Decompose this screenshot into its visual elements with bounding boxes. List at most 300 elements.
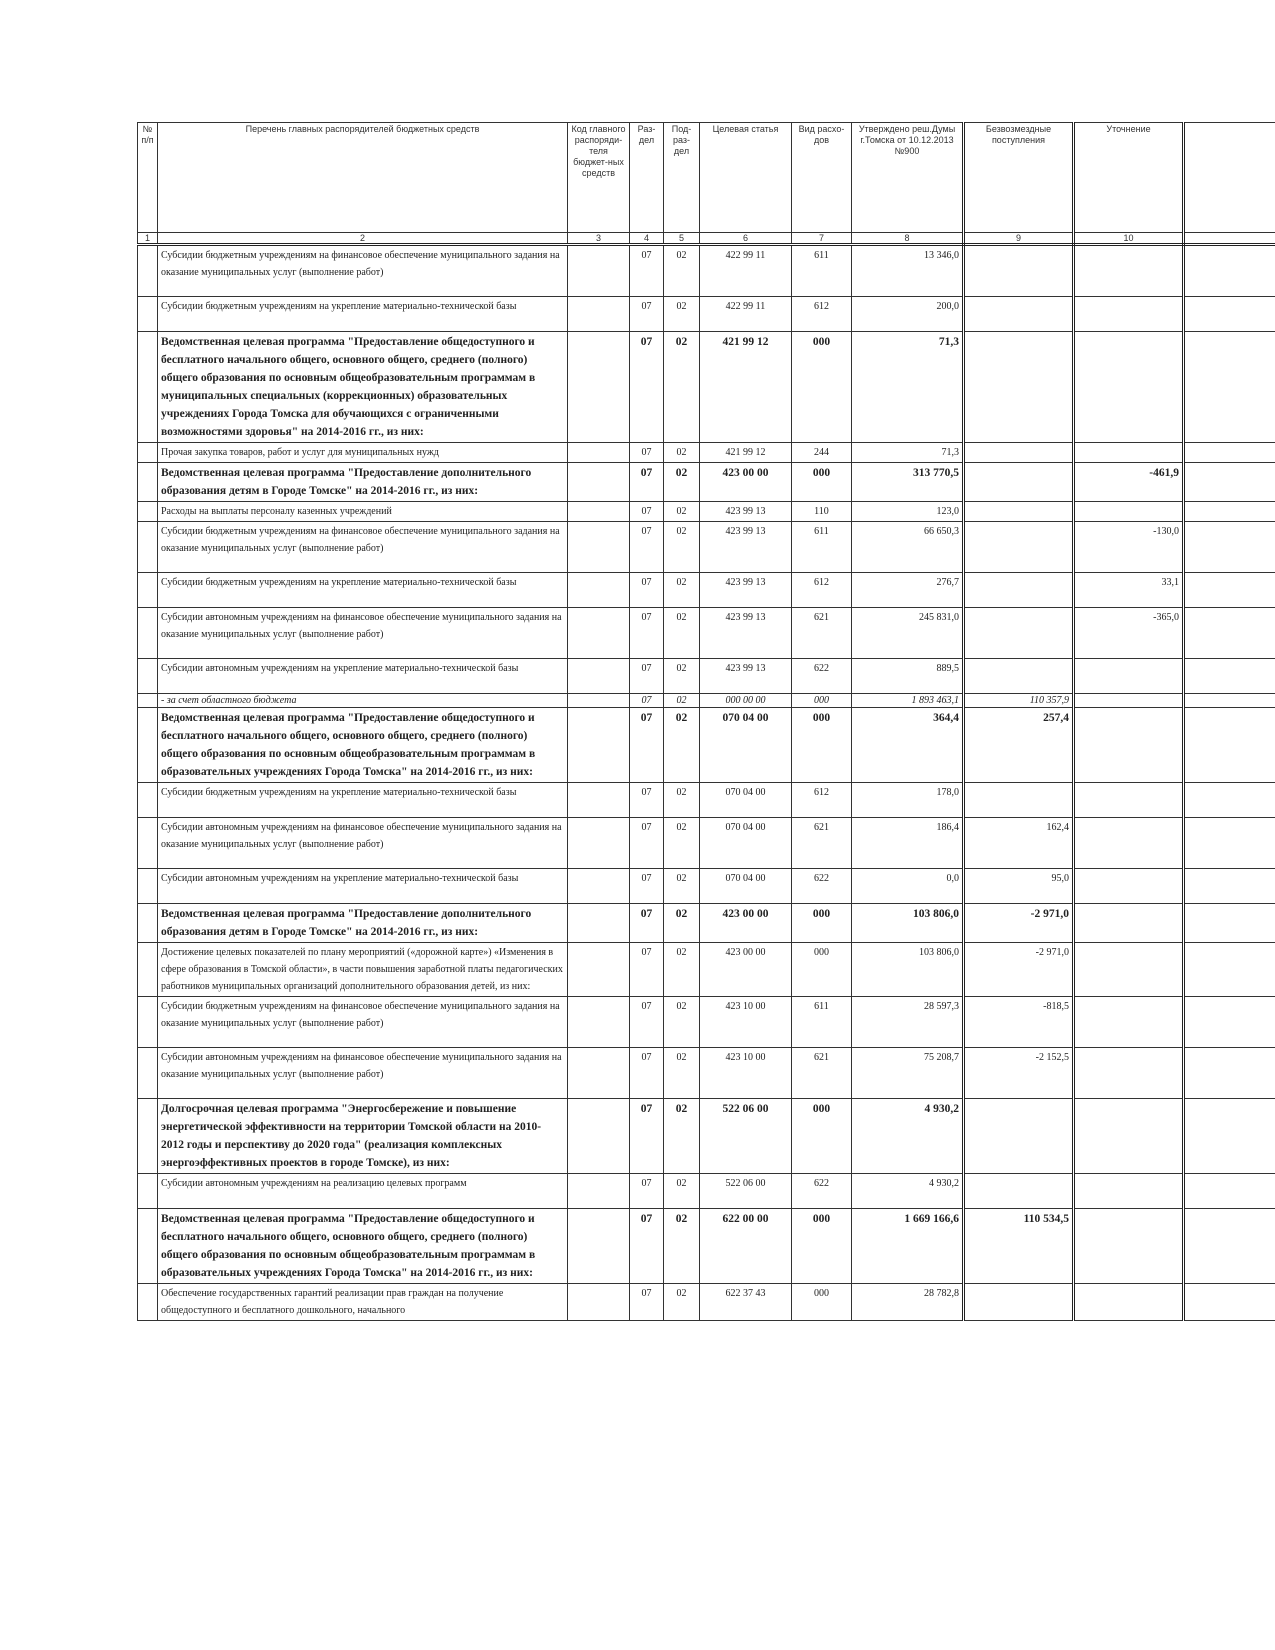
row-approved-cell: 103 806,0: [852, 943, 964, 997]
row-section-cell: 07: [630, 1174, 664, 1209]
row-number-cell: [138, 997, 158, 1048]
row-overflow-cell: [1184, 1209, 1275, 1284]
table-row: [138, 463, 1275, 502]
row-approved-cell: 0,0: [852, 869, 964, 904]
row-approved-cell: 123,0: [852, 502, 964, 522]
row-number-cell: [138, 245, 158, 297]
row-overflow-cell: [1184, 1174, 1275, 1209]
header-distributor-code: Код главного распоряди-теля бюджет-ных средств: [568, 123, 630, 233]
column-number: 2: [158, 233, 568, 245]
row-subsection-cell: 02: [664, 573, 700, 608]
row-expense-type-cell: 000: [792, 708, 852, 783]
table-row: [138, 904, 1275, 943]
row-code-cell: [568, 245, 630, 297]
table-row: [138, 1284, 1275, 1321]
row-overflow-cell: [1184, 502, 1275, 522]
table-row: [138, 573, 1275, 608]
row-subsection-cell: 02: [664, 332, 700, 443]
row-approved-cell: 889,5: [852, 659, 964, 694]
row-number-cell: [138, 502, 158, 522]
row-section-cell: 07: [630, 608, 664, 659]
row-change-cell: [1074, 904, 1184, 943]
row-approved-cell: 4 930,2: [852, 1099, 964, 1174]
row-section-cell: 07: [630, 997, 664, 1048]
row-subsection-cell: 02: [664, 997, 700, 1048]
row-grants-cell: -2 971,0: [964, 943, 1074, 997]
row-approved-cell: 28 782,8: [852, 1284, 964, 1321]
row-subsection-cell: 02: [664, 1099, 700, 1174]
header-overflow: [1184, 123, 1275, 233]
row-subsection-cell: 02: [664, 502, 700, 522]
row-subsection-cell: 02: [664, 708, 700, 783]
row-overflow-cell: [1184, 997, 1275, 1048]
row-article-cell: 421 99 12: [700, 443, 792, 463]
row-overflow-cell: [1184, 1048, 1275, 1099]
row-code-cell: [568, 297, 630, 332]
row-section-cell: 07: [630, 522, 664, 573]
row-expense-type-cell: 611: [792, 245, 852, 297]
column-number: 6: [700, 233, 792, 245]
header-subsection: Под-раз-дел: [664, 123, 700, 233]
row-overflow-cell: [1184, 1099, 1275, 1174]
table-row: [138, 943, 1275, 997]
row-approved-cell: 1 669 166,6: [852, 1209, 964, 1284]
row-number-cell: [138, 1099, 158, 1174]
row-overflow-cell: [1184, 522, 1275, 573]
row-name-cell: Субсидии автономным учреждениям на финансовое обеспечение муниципального задания на оказание муниципальных услуг (выполнение работ): [158, 1048, 568, 1099]
row-grants-cell: 162,4: [964, 818, 1074, 869]
row-approved-cell: 313 770,5: [852, 463, 964, 502]
row-number-cell: [138, 297, 158, 332]
row-overflow-cell: [1184, 463, 1275, 502]
row-expense-type-cell: 612: [792, 573, 852, 608]
row-subsection-cell: 02: [664, 1174, 700, 1209]
row-overflow-cell: [1184, 245, 1275, 297]
header-target-article: Целевая статья: [700, 123, 792, 233]
row-subsection-cell: 02: [664, 1048, 700, 1099]
header-number: № п/п: [138, 123, 158, 233]
row-overflow-cell: [1184, 708, 1275, 783]
row-overflow-cell: [1184, 694, 1275, 708]
column-number: 8: [852, 233, 964, 245]
row-name-cell: Субсидии бюджетным учреждениям на укрепление материально-технической базы: [158, 573, 568, 608]
table-row: [138, 297, 1275, 332]
row-expense-type-cell: 611: [792, 997, 852, 1048]
row-overflow-cell: [1184, 783, 1275, 818]
row-subsection-cell: 02: [664, 869, 700, 904]
row-expense-type-cell: 000: [792, 463, 852, 502]
row-name-cell: Ведомственная целевая программа "Предоставление общедоступного и бесплатного начального общего, основного общего, среднего (полного) общего образования по основным общеобразовательным программам в муниципальных специальных (коррекционных) образовательных учреждениях Города Томска для обучающихся с ограниченными возможностями здоровья" на 2014-2016 гг., из них:: [158, 332, 568, 443]
row-overflow-cell: [1184, 818, 1275, 869]
row-subsection-cell: 02: [664, 904, 700, 943]
row-number-cell: [138, 463, 158, 502]
row-approved-cell: 75 208,7: [852, 1048, 964, 1099]
table-row: [138, 1099, 1275, 1174]
row-code-cell: [568, 997, 630, 1048]
row-number-cell: [138, 332, 158, 443]
row-change-cell: [1074, 694, 1184, 708]
row-number-cell: [138, 869, 158, 904]
row-article-cell: 070 04 00: [700, 818, 792, 869]
row-article-cell: 423 99 13: [700, 522, 792, 573]
row-subsection-cell: 02: [664, 1209, 700, 1284]
row-article-cell: 522 06 00: [700, 1099, 792, 1174]
row-code-cell: [568, 1284, 630, 1321]
row-article-cell: 622 00 00: [700, 1209, 792, 1284]
row-article-cell: 423 00 00: [700, 904, 792, 943]
row-number-cell: [138, 1174, 158, 1209]
row-change-cell: [1074, 659, 1184, 694]
row-code-cell: [568, 869, 630, 904]
row-name-cell: Субсидии автономным учреждениям на реализацию целевых программ: [158, 1174, 568, 1209]
table-header: [138, 123, 1275, 245]
row-overflow-cell: [1184, 573, 1275, 608]
row-expense-type-cell: 612: [792, 297, 852, 332]
row-section-cell: 07: [630, 573, 664, 608]
header-expense-type: Вид расхо-дов: [792, 123, 852, 233]
row-subsection-cell: 02: [664, 783, 700, 818]
row-subsection-cell: 02: [664, 463, 700, 502]
row-section-cell: 07: [630, 694, 664, 708]
row-code-cell: [568, 608, 630, 659]
row-expense-type-cell: 000: [792, 1209, 852, 1284]
row-change-cell: [1074, 1048, 1184, 1099]
row-code-cell: [568, 573, 630, 608]
row-article-cell: 070 04 00: [700, 869, 792, 904]
row-expense-type-cell: 622: [792, 659, 852, 694]
column-number: 4: [630, 233, 664, 245]
row-code-cell: [568, 1209, 630, 1284]
row-change-cell: -461,9: [1074, 463, 1184, 502]
table-row: [138, 694, 1275, 708]
row-name-cell: Субсидии автономным учреждениям на финансовое обеспечение муниципального задания на оказание муниципальных услуг (выполнение работ): [158, 818, 568, 869]
table-row: [138, 1209, 1275, 1284]
row-approved-cell: 13 346,0: [852, 245, 964, 297]
row-change-cell: [1074, 502, 1184, 522]
row-expense-type-cell: 622: [792, 869, 852, 904]
row-article-cell: 622 37 43: [700, 1284, 792, 1321]
row-name-cell: Субсидии бюджетным учреждениям на финансовое обеспечение муниципального задания на оказание муниципальных услуг (выполнение работ): [158, 245, 568, 297]
header-distributors: Перечень главных распорядителей бюджетных средств: [158, 123, 568, 233]
row-code-cell: [568, 904, 630, 943]
row-change-cell: [1074, 1209, 1184, 1284]
row-article-cell: 423 00 00: [700, 463, 792, 502]
row-grants-cell: [964, 245, 1074, 297]
row-name-cell: Субсидии автономным учреждениям на укрепление материально-технической базы: [158, 659, 568, 694]
table-row: [138, 522, 1275, 573]
row-article-cell: 423 00 00: [700, 943, 792, 997]
row-grants-cell: 110 357,9: [964, 694, 1074, 708]
column-number: 3: [568, 233, 630, 245]
row-name-cell: Долгосрочная целевая программа "Энергосбережение и повышение энергетической эффективности на территории Томской области на 2010-2012 годы и перспективу до 2020 года" (реализация комплексных энергоэффективных проектов в городе Томске), из них:: [158, 1099, 568, 1174]
row-name-cell: Прочая закупка товаров, работ и услуг для муниципальных нужд: [158, 443, 568, 463]
row-grants-cell: [964, 608, 1074, 659]
header-approved: Утверждено реш.Думы г.Томска от 10.12.2013 №900: [852, 123, 964, 233]
row-grants-cell: [964, 783, 1074, 818]
row-subsection-cell: 02: [664, 1284, 700, 1321]
row-grants-cell: [964, 573, 1074, 608]
table-row: [138, 1048, 1275, 1099]
row-grants-cell: [964, 1174, 1074, 1209]
row-number-cell: [138, 943, 158, 997]
row-number-cell: [138, 1048, 158, 1099]
row-overflow-cell: [1184, 608, 1275, 659]
table-row: [138, 818, 1275, 869]
row-section-cell: 07: [630, 659, 664, 694]
row-section-cell: 07: [630, 245, 664, 297]
column-number: [1184, 233, 1275, 245]
row-code-cell: [568, 783, 630, 818]
row-number-cell: [138, 608, 158, 659]
row-code-cell: [568, 1174, 630, 1209]
row-grants-cell: 95,0: [964, 869, 1074, 904]
row-expense-type-cell: 000: [792, 694, 852, 708]
row-approved-cell: 1 893 463,1: [852, 694, 964, 708]
row-section-cell: 07: [630, 1048, 664, 1099]
table-row: [138, 783, 1275, 818]
row-approved-cell: 200,0: [852, 297, 964, 332]
row-code-cell: [568, 943, 630, 997]
row-section-cell: 07: [630, 502, 664, 522]
row-article-cell: 423 10 00: [700, 1048, 792, 1099]
row-change-cell: [1074, 869, 1184, 904]
column-number: 1: [138, 233, 158, 245]
row-number-cell: [138, 818, 158, 869]
row-number-cell: [138, 1284, 158, 1321]
row-name-cell: Субсидии автономным учреждениям на финансовое обеспечение муниципального задания на оказание муниципальных услуг (выполнение работ): [158, 608, 568, 659]
row-change-cell: -130,0: [1074, 522, 1184, 573]
row-code-cell: [568, 443, 630, 463]
row-overflow-cell: [1184, 904, 1275, 943]
row-number-cell: [138, 659, 158, 694]
row-subsection-cell: 02: [664, 297, 700, 332]
row-change-cell: [1074, 1099, 1184, 1174]
row-subsection-cell: 02: [664, 608, 700, 659]
row-code-cell: [568, 694, 630, 708]
row-article-cell: 423 99 13: [700, 502, 792, 522]
row-number-cell: [138, 694, 158, 708]
row-approved-cell: 178,0: [852, 783, 964, 818]
row-change-cell: [1074, 708, 1184, 783]
row-grants-cell: [964, 443, 1074, 463]
row-number-cell: [138, 904, 158, 943]
row-grants-cell: [964, 332, 1074, 443]
row-approved-cell: 276,7: [852, 573, 964, 608]
row-name-cell: Ведомственная целевая программа "Предоставление дополнительного образования детям в Городе Томске" на 2014-2016 гг., из них:: [158, 904, 568, 943]
row-grants-cell: -2 152,5: [964, 1048, 1074, 1099]
row-article-cell: 422 99 11: [700, 297, 792, 332]
row-expense-type-cell: 621: [792, 1048, 852, 1099]
row-overflow-cell: [1184, 943, 1275, 997]
row-number-cell: [138, 1209, 158, 1284]
row-number-cell: [138, 783, 158, 818]
row-expense-type-cell: 244: [792, 443, 852, 463]
table-row: [138, 502, 1275, 522]
row-change-cell: [1074, 783, 1184, 818]
row-expense-type-cell: 000: [792, 332, 852, 443]
row-approved-cell: 103 806,0: [852, 904, 964, 943]
row-article-cell: 423 10 00: [700, 997, 792, 1048]
row-section-cell: 07: [630, 1099, 664, 1174]
row-code-cell: [568, 502, 630, 522]
row-number-cell: [138, 708, 158, 783]
row-overflow-cell: [1184, 443, 1275, 463]
row-name-cell: - за счет областного бюджета: [158, 694, 568, 708]
row-grants-cell: -2 971,0: [964, 904, 1074, 943]
row-change-cell: -365,0: [1074, 608, 1184, 659]
row-section-cell: 07: [630, 463, 664, 502]
row-overflow-cell: [1184, 297, 1275, 332]
row-name-cell: Субсидии бюджетным учреждениям на укрепление материально-технической базы: [158, 783, 568, 818]
row-grants-cell: [964, 502, 1074, 522]
row-overflow-cell: [1184, 659, 1275, 694]
row-expense-type-cell: 110: [792, 502, 852, 522]
row-section-cell: 07: [630, 332, 664, 443]
column-number: 10: [1074, 233, 1184, 245]
column-number: 5: [664, 233, 700, 245]
row-grants-cell: 110 534,5: [964, 1209, 1074, 1284]
row-expense-type-cell: 000: [792, 904, 852, 943]
row-name-cell: Субсидии бюджетным учреждениям на финансовое обеспечение муниципального задания на оказание муниципальных услуг (выполнение работ): [158, 522, 568, 573]
row-number-cell: [138, 522, 158, 573]
row-change-cell: 33,1: [1074, 573, 1184, 608]
row-number-cell: [138, 443, 158, 463]
row-overflow-cell: [1184, 869, 1275, 904]
row-expense-type-cell: 000: [792, 943, 852, 997]
row-overflow-cell: [1184, 332, 1275, 443]
row-section-cell: 07: [630, 904, 664, 943]
table-row: [138, 332, 1275, 443]
row-change-cell: [1074, 443, 1184, 463]
row-article-cell: 522 06 00: [700, 1174, 792, 1209]
table-row: [138, 443, 1275, 463]
row-change-cell: [1074, 1284, 1184, 1321]
column-number: 9: [964, 233, 1074, 245]
row-article-cell: 423 99 13: [700, 659, 792, 694]
table-row: [138, 708, 1275, 783]
row-article-cell: 421 99 12: [700, 332, 792, 443]
row-subsection-cell: 02: [664, 694, 700, 708]
row-code-cell: [568, 522, 630, 573]
row-code-cell: [568, 659, 630, 694]
row-name-cell: Ведомственная целевая программа "Предоставление дополнительного образования детям в Городе Томске" на 2014-2016 гг., из них:: [158, 463, 568, 502]
row-article-cell: 070 04 00: [700, 708, 792, 783]
budget-table: [137, 122, 1275, 1321]
row-name-cell: Достижение целевых показателей по плану мероприятий («дорожной карте») «Изменения в сфере образования в Томской области», в части повышения заработной платы педагогических работников муниципальных организаций дополнительного образования детей, из них:: [158, 943, 568, 997]
row-subsection-cell: 02: [664, 659, 700, 694]
table-row: [138, 608, 1275, 659]
table-row: [138, 659, 1275, 694]
table-row: [138, 997, 1275, 1048]
row-code-cell: [568, 1099, 630, 1174]
table-row: [138, 869, 1275, 904]
row-approved-cell: 71,3: [852, 332, 964, 443]
row-approved-cell: 66 650,3: [852, 522, 964, 573]
row-section-cell: 07: [630, 297, 664, 332]
table-row: [138, 245, 1275, 297]
row-grants-cell: [964, 1284, 1074, 1321]
row-change-cell: [1074, 332, 1184, 443]
row-approved-cell: 245 831,0: [852, 608, 964, 659]
row-change-cell: [1074, 818, 1184, 869]
row-subsection-cell: 02: [664, 818, 700, 869]
row-section-cell: 07: [630, 443, 664, 463]
row-code-cell: [568, 818, 630, 869]
row-article-cell: 422 99 11: [700, 245, 792, 297]
row-approved-cell: 364,4: [852, 708, 964, 783]
row-grants-cell: [964, 1099, 1074, 1174]
header-change: Уточнение: [1074, 123, 1184, 233]
row-change-cell: [1074, 1174, 1184, 1209]
row-name-cell: Расходы на выплаты персоналу казенных учреждений: [158, 502, 568, 522]
row-grants-cell: [964, 297, 1074, 332]
row-grants-cell: 257,4: [964, 708, 1074, 783]
row-expense-type-cell: 621: [792, 608, 852, 659]
row-expense-type-cell: 612: [792, 783, 852, 818]
row-article-cell: 070 04 00: [700, 783, 792, 818]
row-article-cell: 423 99 13: [700, 608, 792, 659]
row-section-cell: 07: [630, 943, 664, 997]
row-change-cell: [1074, 943, 1184, 997]
row-grants-cell: -818,5: [964, 997, 1074, 1048]
row-subsection-cell: 02: [664, 943, 700, 997]
row-code-cell: [568, 463, 630, 502]
row-name-cell: Субсидии автономным учреждениям на укрепление материально-технической базы: [158, 869, 568, 904]
row-name-cell: Обеспечение государственных гарантий реализации прав граждан на получение общедоступного и бесплатного дошкольного, начального: [158, 1284, 568, 1321]
row-approved-cell: 28 597,3: [852, 997, 964, 1048]
row-subsection-cell: 02: [664, 443, 700, 463]
row-subsection-cell: 02: [664, 522, 700, 573]
column-number-row: [138, 233, 1275, 245]
row-approved-cell: 186,4: [852, 818, 964, 869]
row-expense-type-cell: 000: [792, 1284, 852, 1321]
row-expense-type-cell: 622: [792, 1174, 852, 1209]
row-change-cell: [1074, 297, 1184, 332]
row-expense-type-cell: 000: [792, 1099, 852, 1174]
row-grants-cell: [964, 463, 1074, 502]
row-section-cell: 07: [630, 818, 664, 869]
column-number: 7: [792, 233, 852, 245]
row-expense-type-cell: 611: [792, 522, 852, 573]
row-subsection-cell: 02: [664, 245, 700, 297]
row-name-cell: Субсидии бюджетным учреждениям на финансовое обеспечение муниципального задания на оказание муниципальных услуг (выполнение работ): [158, 997, 568, 1048]
header-section: Раз-дел: [630, 123, 664, 233]
row-change-cell: [1074, 245, 1184, 297]
row-code-cell: [568, 332, 630, 443]
row-section-cell: 07: [630, 783, 664, 818]
row-expense-type-cell: 621: [792, 818, 852, 869]
row-change-cell: [1074, 997, 1184, 1048]
row-section-cell: 07: [630, 1209, 664, 1284]
row-article-cell: 423 99 13: [700, 573, 792, 608]
row-name-cell: Субсидии бюджетным учреждениям на укрепление материально-технической базы: [158, 297, 568, 332]
table-body: [138, 245, 1275, 1321]
row-section-cell: 07: [630, 1284, 664, 1321]
table-row: [138, 1174, 1275, 1209]
row-section-cell: 07: [630, 869, 664, 904]
row-grants-cell: [964, 659, 1074, 694]
row-approved-cell: 71,3: [852, 443, 964, 463]
header-grants: Безвозмездные поступления: [964, 123, 1074, 233]
row-code-cell: [568, 708, 630, 783]
row-name-cell: Ведомственная целевая программа "Предоставление общедоступного и бесплатного начального общего, основного общего, среднего (полного) общего образования по основным общеобразовательным программам в образовательных учреждениях Города Томска" на 2014-2016 гг., из них:: [158, 1209, 568, 1284]
row-overflow-cell: [1184, 1284, 1275, 1321]
row-number-cell: [138, 573, 158, 608]
row-name-cell: Ведомственная целевая программа "Предоставление общедоступного и бесплатного начального общего, основного общего, среднего (полного) общего образования по основным общеобразовательным программам в образовательных учреждениях Города Томска" на 2014-2016 гг., из них:: [158, 708, 568, 783]
row-section-cell: 07: [630, 708, 664, 783]
row-approved-cell: 4 930,2: [852, 1174, 964, 1209]
row-code-cell: [568, 1048, 630, 1099]
